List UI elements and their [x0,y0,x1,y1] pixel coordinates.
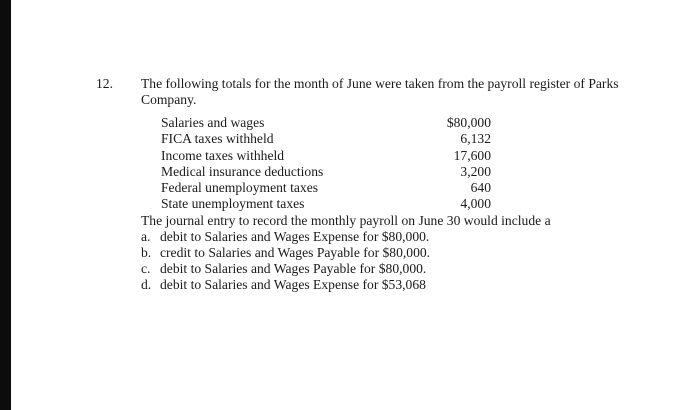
payroll-item-row [161,131,491,147]
payroll-item-label: Salaries and wages [161,115,265,130]
payroll-totals-list [161,115,491,213]
payroll-item-label: Medical insurance deductions [161,163,324,179]
question-prompt: The journal entry to record the monthly payroll on June 30 would include a [141,213,551,228]
answer-choice-b[interactable] [141,245,661,261]
payroll-item-row [161,115,491,131]
payroll-item-amount: 640 [470,180,491,196]
answer-choices [141,229,661,293]
payroll-item-amount: 3,200 [460,163,491,179]
answer-choice-c[interactable] [141,261,661,277]
payroll-item-amount: 4,000 [460,196,491,212]
payroll-item-amount: $80,000 [446,115,491,130]
answer-choice-a[interactable] [141,229,661,245]
answer-choice-d[interactable] [141,277,661,293]
choice-text: debit to Salaries and Wages Expense for $80,000. [160,229,430,244]
choice-letter: a. [141,229,151,244]
choice-text: credit to Salaries and Wages Payable for $80,000. [160,245,431,260]
payroll-item-amount: 17,600 [453,147,491,163]
payroll-item-label: Federal unemployment taxes [161,180,319,196]
question-number: 12. [96,76,113,91]
payroll-item-amount: 6,132 [460,131,491,147]
choice-letter: d. [141,277,152,292]
choice-text: debit to Salaries and Wages Payable for $80,000. [160,261,427,276]
choice-letter: c. [141,261,151,276]
payroll-item-row [161,196,491,212]
payroll-item-row [161,180,491,196]
choice-letter: b. [141,245,152,260]
payroll-item-row [161,148,491,164]
payroll-item-label: State unemployment taxes [161,196,305,212]
payroll-item-row [161,164,491,180]
question-stem: The following totals for the month of June were taken from the payroll register of Parks Company. [141,76,619,107]
payroll-item-label: Income taxes withheld [161,147,285,163]
choice-text: debit to Salaries and Wages Expense for $53,068 [160,277,426,292]
payroll-item-label: FICA taxes withheld [161,131,274,147]
